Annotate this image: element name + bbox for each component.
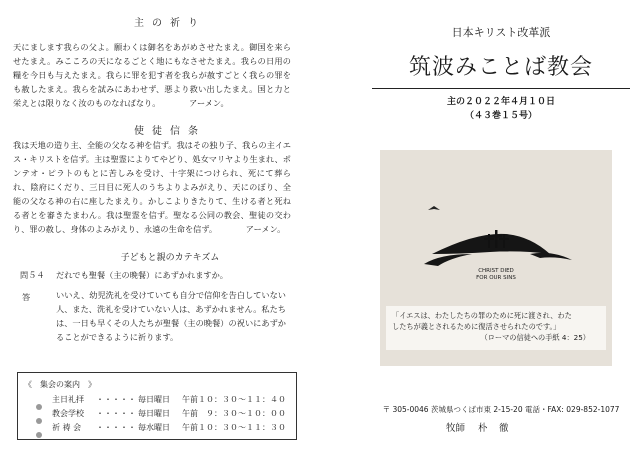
prayer-title: 主の祈り	[134, 18, 206, 29]
meeting-leader: ・・・・・	[96, 423, 136, 432]
question-label: 問５４	[20, 270, 45, 280]
meeting-time: 午前１０：３０～１１：３０	[182, 423, 286, 432]
church-address: 〒 305-0046 茨城県つくば市東 2-15-20 電話・FAX: 029-852-1077	[382, 405, 620, 414]
verse-line: したちが義とされるために復活させられたのです。」	[392, 322, 561, 331]
meetings-title: 《 集会の案内 》	[24, 380, 96, 389]
creed-text: 我は天地の造り主、全能の父なる神を信ず。我はその独り子、我らの主イエス・キリストを信ず。主は聖霊によりてやどり、処女マリヤより生まれ、ポンテオ・ピラトのもとに苦しみを受け、十字架につけられ、死にて葬られ、陰府にくだり、三日目に死人のうちよりよみがえり、天にのぼり、全能の父なる神の右に座したまえり。かしこよりきたりて、生ける者と死ねる者とを審きたまわん。我は聖霊を信ず。聖なる公同の教会、聖徒の交わり、罪の赦し、身体のよみがえり、永遠の生命を信ず。 アーメン。	[13, 140, 291, 234]
meeting-name: 祈 祷 会	[52, 423, 82, 432]
creed-title: 使徒信条	[134, 126, 206, 137]
pastor-title: 牧師	[446, 423, 466, 434]
meeting-day: 毎日曜日	[138, 409, 170, 418]
denomination: 日本キリスト改革派	[451, 26, 551, 39]
meeting-leader: ・・・・・	[96, 395, 136, 404]
verse-box	[386, 306, 606, 350]
meeting-dot-icon	[36, 423, 42, 442]
catechism-title: 子どもと親のカテキズム	[120, 253, 220, 263]
meeting-time: 午前１０：３０～１１：４０	[182, 395, 286, 404]
image-caption: CHRIST DIED FOR OUR SINS	[476, 268, 516, 281]
verse-reference: （ローマの信徒への手紙 4：25）	[480, 333, 590, 342]
verse-line: 「イエスは、わたしたちの罪のために死に渡され、わた	[392, 311, 572, 320]
issue-number: （４３巻１５号）	[464, 111, 537, 121]
service-date: 主の２０２２年４月１０日	[446, 97, 555, 107]
meeting-day: 毎日曜日	[138, 395, 170, 404]
meeting-day: 毎水曜日	[138, 423, 170, 432]
cover-image	[380, 150, 612, 366]
prayer-text: 天にまします我らの父よ。願わくは御名をあがめさせたまえ。御国を来らせたまえ。みこころの天になるごとく地にもなさせたまえ。我らの日用の糧を今日も与えたまえ。我らに罪を犯す者を我らが赦すごとく我らの罪をも赦したまえ。我らを試みにあわせず、悪より救い出したまえ。国と力と栄えとは限りなく汝のものなればなり。 アーメン。	[13, 42, 291, 108]
pastor-name: 朴 徹	[478, 423, 510, 434]
title-divider	[372, 88, 630, 89]
answer-text: いいえ、幼児洗礼を受けていても自分で信仰を告白していない人、また、洗礼を受けていない人は、あずかれません。私たちは、一日も早くその人たちが聖餐（主の晩餐）の祝いにあずかることができるように祈ります。	[56, 290, 286, 342]
church-name: 筑波みことば教会	[408, 55, 593, 80]
meeting-time: 午前 ９：３０～１０：００	[182, 409, 286, 418]
question-text: だれでも聖餐（主の晩餐）にあずかれますか。	[56, 270, 228, 280]
meetings-box	[17, 372, 297, 440]
meeting-leader: ・・・・・	[96, 409, 136, 418]
meeting-name: 教会学校	[52, 409, 84, 418]
answer-label: 答	[22, 292, 31, 302]
meeting-name: 主日礼拝	[52, 395, 84, 404]
